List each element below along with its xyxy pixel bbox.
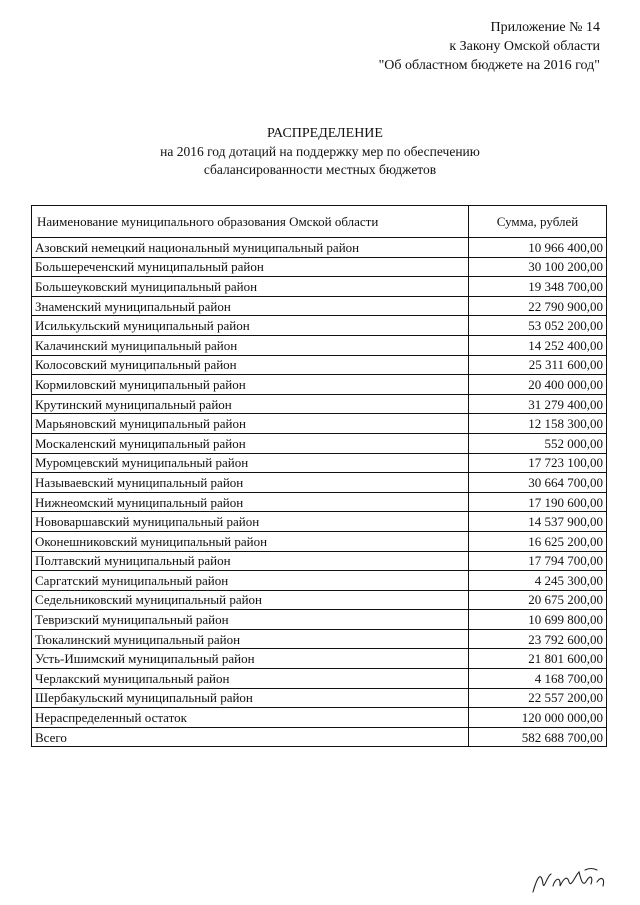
row-name-cell: Исилькульский муниципальный район [32, 316, 469, 336]
column-header-sum: Сумма, рублей [469, 206, 607, 238]
table-row [32, 257, 607, 277]
table-row [32, 335, 607, 355]
row-name-cell: Нераспределенный остаток [32, 708, 469, 728]
table-row [32, 316, 607, 336]
row-sum-cell: 4 168 700,00 [469, 669, 607, 689]
row-name-cell: Большеуковский муниципальный район [32, 277, 469, 297]
row-name-cell: Оконешниковский муниципальный район [32, 531, 469, 551]
row-name-cell: Саргатский муниципальный район [32, 571, 469, 591]
column-header-name: Наименование муниципального образования Омской области [32, 206, 469, 238]
row-name-cell: Шербакульский муниципальный район [32, 688, 469, 708]
row-sum-cell: 552 000,00 [469, 433, 607, 453]
appendix-header [379, 18, 600, 75]
row-name-cell: Марьяновский муниципальный район [32, 414, 469, 434]
row-name-cell: Большереченский муниципальный район [32, 257, 469, 277]
row-sum-cell: 21 801 600,00 [469, 649, 607, 669]
table-row [32, 649, 607, 669]
table-row [32, 688, 607, 708]
row-name-cell: Знаменский муниципальный район [32, 296, 469, 316]
row-name-cell: Крутинский муниципальный район [32, 394, 469, 414]
table-row [32, 414, 607, 434]
row-name-cell: Седельниковский муниципальный район [32, 590, 469, 610]
row-sum-cell: 20 675 200,00 [469, 590, 607, 610]
row-name-cell: Калачинский муниципальный район [32, 335, 469, 355]
row-name-cell: Усть-Ишимский муниципальный район [32, 649, 469, 669]
table-row [32, 669, 607, 689]
document-title: РАСПРЕДЕЛЕНИЕ [267, 126, 383, 141]
row-name-cell: Полтавский муниципальный район [32, 551, 469, 571]
table-row [32, 610, 607, 630]
table-row [32, 473, 607, 493]
row-sum-cell: 20 400 000,00 [469, 375, 607, 395]
row-sum-cell: 10 699 800,00 [469, 610, 607, 630]
table-row [32, 551, 607, 571]
row-name-cell: Тевризский муниципальный район [32, 610, 469, 630]
row-name-cell: Тюкалинский муниципальный район [32, 629, 469, 649]
signature-mark [527, 862, 617, 898]
row-sum-cell: 14 537 900,00 [469, 512, 607, 532]
row-sum-cell: 17 723 100,00 [469, 453, 607, 473]
row-name-cell: Называевский муниципальный район [32, 473, 469, 493]
row-sum-cell: 22 790 900,00 [469, 296, 607, 316]
document-heading [0, 125, 640, 179]
table-row [32, 375, 607, 395]
table-row [32, 296, 607, 316]
appendix-number: Приложение № 14 [490, 20, 600, 35]
table-row [32, 355, 607, 375]
row-sum-cell: 582 688 700,00 [469, 727, 607, 747]
row-name-cell: Кормиловский муниципальный район [32, 375, 469, 395]
row-sum-cell: 4 245 300,00 [469, 571, 607, 591]
row-name-cell: Москаленский муниципальный район [32, 433, 469, 453]
row-sum-cell: 53 052 200,00 [469, 316, 607, 336]
table-row [32, 629, 607, 649]
appendix-budget-law: "Об областном бюджете на 2016 год" [378, 58, 600, 73]
table-header-row [32, 206, 607, 238]
table-row [32, 238, 607, 258]
row-name-cell: Колосовский муниципальный район [32, 355, 469, 375]
row-sum-cell: 30 664 700,00 [469, 473, 607, 493]
row-sum-cell: 19 348 700,00 [469, 277, 607, 297]
table-row [32, 727, 607, 747]
table-row [32, 433, 607, 453]
row-sum-cell: 23 792 600,00 [469, 629, 607, 649]
table-row [32, 512, 607, 532]
document-subtitle-line1: на 2016 год дотаций на поддержку мер по обеспечению [160, 144, 480, 159]
row-name-cell: Муромцевский муниципальный район [32, 453, 469, 473]
table-row [32, 531, 607, 551]
row-sum-cell: 12 158 300,00 [469, 414, 607, 434]
row-name-cell: Всего [32, 727, 469, 747]
table-row [32, 590, 607, 610]
row-name-cell: Азовский немецкий национальный муниципальный район [32, 238, 469, 258]
row-sum-cell: 31 279 400,00 [469, 394, 607, 414]
row-name-cell: Нововаршавский муниципальный район [32, 512, 469, 532]
row-sum-cell: 120 000 000,00 [469, 708, 607, 728]
table-row [32, 453, 607, 473]
document-subtitle-line2: сбалансированности местных бюджетов [203, 162, 437, 177]
distribution-table [31, 205, 607, 747]
table-row [32, 277, 607, 297]
appendix-law: к Закону Омской области [449, 39, 600, 54]
row-sum-cell: 30 100 200,00 [469, 257, 607, 277]
row-sum-cell: 17 794 700,00 [469, 551, 607, 571]
table-row [32, 708, 607, 728]
table-row [32, 394, 607, 414]
row-sum-cell: 14 252 400,00 [469, 335, 607, 355]
table-row [32, 492, 607, 512]
row-sum-cell: 10 966 400,00 [469, 238, 607, 258]
row-name-cell: Нижнеомский муниципальный район [32, 492, 469, 512]
row-sum-cell: 16 625 200,00 [469, 531, 607, 551]
row-name-cell: Черлакский муниципальный район [32, 669, 469, 689]
row-sum-cell: 22 557 200,00 [469, 688, 607, 708]
row-sum-cell: 25 311 600,00 [469, 355, 607, 375]
table-row [32, 571, 607, 591]
table-body [32, 238, 607, 747]
row-sum-cell: 17 190 600,00 [469, 492, 607, 512]
